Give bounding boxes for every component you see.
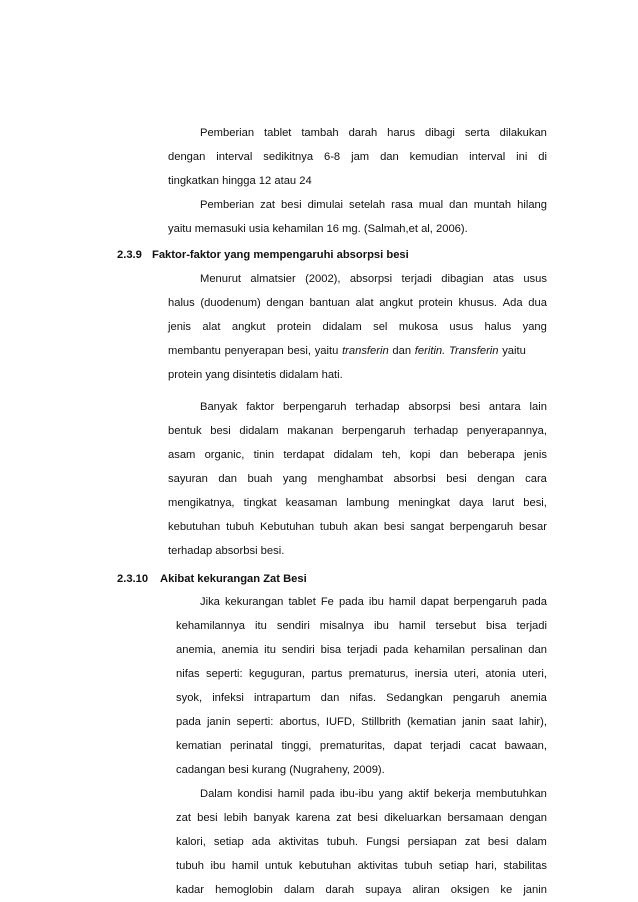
word: besi: [459, 401, 481, 413]
word: pada: [522, 596, 547, 608]
word: di: [538, 151, 547, 163]
word: pengaruh: [452, 692, 501, 704]
word: janin: [523, 884, 547, 896]
word: interval: [469, 151, 506, 163]
paragraph-line: protein yang disintetis didalam hati.: [168, 369, 343, 381]
paragraph-line: [200, 787, 547, 801]
word: hari,: [475, 860, 497, 872]
word: pada: [383, 644, 409, 656]
word: mukosa: [398, 321, 438, 333]
word: banyak: [253, 812, 290, 824]
word: besi: [197, 812, 218, 824]
word: lambung: [346, 497, 390, 509]
word: berpengaruh: [341, 425, 406, 437]
word: zat: [260, 199, 276, 211]
word: Pemberian: [200, 199, 255, 211]
word: hemoglobin: [215, 884, 273, 896]
word: usus: [449, 321, 474, 333]
word: tubuh.: [326, 836, 359, 848]
word: janin: [462, 716, 486, 728]
word: dengan: [509, 812, 547, 824]
word: mengikatnya,: [168, 497, 235, 509]
word: jenis: [168, 321, 192, 333]
word: sendiri: [281, 644, 315, 656]
section-title: Faktor-faktor yang mempengaruhi absorpsi besi: [152, 249, 409, 261]
paragraph-line: [200, 400, 547, 414]
word: aktivitas: [278, 836, 319, 848]
word: saat: [491, 716, 513, 728]
word: tersebut: [435, 620, 477, 632]
word: bantuan: [309, 297, 350, 309]
word: kebutuhan: [168, 521, 221, 533]
word: supaya: [365, 884, 402, 896]
word: sel: [373, 321, 388, 333]
word: untuk: [265, 860, 293, 872]
word: ke: [500, 884, 513, 896]
word: nifas: [176, 668, 200, 680]
word: harus: [387, 127, 416, 139]
word: dua: [528, 297, 547, 309]
word: kondisi: [237, 788, 273, 800]
word: hamil: [398, 620, 426, 632]
word: prematurus,: [348, 668, 409, 680]
paragraph-line: [168, 472, 547, 486]
word: ada: [251, 836, 271, 848]
word: lebih: [223, 812, 248, 824]
word: hamil: [277, 788, 305, 800]
word: asam: [168, 449, 196, 461]
word: keguguran,: [248, 668, 305, 680]
word: setiap: [438, 860, 469, 872]
word: Sedangkan: [386, 692, 443, 704]
word: beberapa: [467, 449, 515, 461]
word: tingkat: [243, 497, 277, 509]
word: sendiri: [276, 620, 310, 632]
word: terdapat: [283, 449, 325, 461]
word: tablet: [264, 127, 292, 139]
word: buah: [247, 473, 273, 485]
word: anemia,: [176, 644, 216, 656]
word: hilang: [517, 199, 547, 211]
word: pada: [338, 596, 364, 608]
word: almatsier: [250, 273, 296, 285]
word: tambah: [301, 127, 339, 139]
word: kehamilannya: [176, 620, 246, 632]
word: bentuk: [168, 425, 202, 437]
word: persiapan: [407, 836, 457, 848]
word: aktif: [408, 788, 429, 800]
word: besi: [487, 836, 509, 848]
word: ibu: [368, 596, 384, 608]
word: misalnya: [319, 620, 364, 632]
word: itu: [255, 620, 267, 632]
paragraph-line: [168, 424, 547, 438]
word: perinatal: [229, 740, 273, 752]
word: dibagian: [441, 273, 484, 285]
word: stabilitas: [503, 860, 547, 872]
word: anemia: [510, 692, 547, 704]
paragraph-line: [168, 448, 547, 462]
word: abortus,: [279, 716, 320, 728]
word: dan: [218, 473, 237, 485]
word: karena: [295, 812, 331, 824]
word: dalam: [516, 836, 547, 848]
word: zat: [336, 812, 352, 824]
word: anemia: [221, 644, 259, 656]
section-number: 2.3.10: [117, 573, 149, 585]
word: membutuhkan: [476, 788, 547, 800]
word: terhadap: [413, 425, 459, 437]
word: lain: [529, 401, 547, 413]
italic-term: feritin. Transferin: [414, 345, 499, 357]
word: dan: [320, 692, 340, 704]
word: sayuran: [168, 473, 208, 485]
word: hamil: [388, 596, 416, 608]
word: syok,: [176, 692, 203, 704]
paragraph-line: [176, 691, 547, 705]
word: dalam: [283, 884, 315, 896]
italic-term: transferin: [342, 345, 389, 357]
paragraph-line: [176, 883, 547, 897]
word: dilakukan: [499, 127, 547, 139]
word: dan: [388, 345, 415, 357]
word: bawaan,: [504, 740, 547, 752]
word: tubuh: [319, 521, 348, 533]
word: Menurut: [200, 273, 242, 285]
word: yaitu: [498, 345, 526, 357]
paragraph-line: terhadap absorbsi besi.: [168, 545, 285, 557]
word: besi: [281, 199, 302, 211]
word: besi: [210, 425, 231, 437]
section-title: Akibat kekurangan Zat Besi: [160, 573, 307, 585]
word: angkut: [231, 321, 266, 333]
word: aliran: [412, 884, 440, 896]
word: Kebutuhan: [259, 521, 315, 533]
word: tinin: [253, 449, 275, 461]
word: tubuh: [404, 860, 433, 872]
word: yang: [522, 321, 547, 333]
word: Pemberian: [200, 127, 255, 139]
word: IUFD,: [325, 716, 356, 728]
word: ibu: [373, 620, 389, 632]
word: dapat: [393, 740, 422, 752]
word: ibu-ibu: [339, 788, 374, 800]
paragraph-line: [176, 643, 547, 657]
word: absorpsi: [349, 273, 393, 285]
word: dengan: [266, 297, 304, 309]
word: dengan: [168, 151, 206, 163]
word: serta: [464, 127, 490, 139]
word: kebutuhan: [298, 860, 352, 872]
word: zat: [176, 812, 191, 824]
word: terhadap: [355, 401, 400, 413]
paragraph-line: [200, 272, 547, 286]
word: infeksi: [212, 692, 244, 704]
word: atonia: [485, 668, 516, 680]
paragraph-line: [168, 150, 547, 164]
word: Ada: [502, 297, 523, 309]
paragraph-line: [200, 126, 547, 140]
word: muntah: [473, 199, 512, 211]
word: lahir),: [519, 716, 547, 728]
word: akan: [353, 521, 379, 533]
word: terjadi: [346, 644, 378, 656]
section-number: 2.3.9: [117, 249, 142, 261]
word: makanan: [287, 425, 334, 437]
word: protein: [418, 297, 453, 309]
word: kalori,: [176, 836, 206, 848]
word: seperti:: [205, 668, 243, 680]
word: zat: [464, 836, 480, 848]
paragraph-line: [168, 520, 547, 534]
word: faktor: [246, 401, 275, 413]
word: seperti:: [236, 716, 274, 728]
word: Dalam: [200, 788, 233, 800]
paragraph-line: [168, 320, 547, 334]
word: 6-8: [323, 151, 341, 163]
word: setelah: [349, 199, 386, 211]
word: besi: [446, 473, 467, 485]
word: angkut: [379, 297, 413, 309]
word: dan: [380, 151, 399, 163]
word: darah: [325, 884, 355, 896]
word: alat: [202, 321, 221, 333]
word: uteri,: [454, 668, 479, 680]
word: dengan: [477, 473, 515, 485]
section-heading: [117, 572, 307, 586]
word: dimulai: [307, 199, 344, 211]
word: larut: [492, 497, 515, 509]
word: antara: [488, 401, 521, 413]
word: teh,: [381, 449, 401, 461]
word: dan: [439, 449, 459, 461]
word: membantu penyerapan besi, yaitu: [168, 345, 343, 357]
word: tubuh: [176, 860, 204, 872]
word: uteri,: [522, 668, 547, 680]
word: sangat: [410, 521, 444, 533]
word: setiap: [213, 836, 244, 848]
word: didalam: [333, 449, 373, 461]
paragraph-line: [176, 715, 547, 729]
word: kopi: [409, 449, 431, 461]
paragraph-line: [200, 595, 547, 609]
word: Jika: [200, 596, 220, 608]
word: ibu: [210, 860, 226, 872]
word: (duodenum): [200, 297, 261, 309]
paragraph-line: [168, 496, 547, 510]
word: besi: [383, 521, 405, 533]
paragraph-line: [176, 667, 547, 681]
word: terjadi: [401, 273, 432, 285]
word: daya: [459, 497, 484, 509]
paragraph-line: [176, 811, 547, 825]
word: tinggi,: [281, 740, 312, 752]
word: absorpsi: [408, 401, 451, 413]
word: intrapartum: [253, 692, 311, 704]
word: halus: [168, 297, 195, 309]
word: cara: [525, 473, 547, 485]
word: bekerja: [434, 788, 471, 800]
word: cacat: [469, 740, 497, 752]
word: berpengaruh: [283, 401, 347, 413]
word: berpengaruh: [449, 521, 514, 533]
word: terjadi: [430, 740, 461, 752]
word: prematuritas,: [319, 740, 386, 752]
word: dapat: [420, 596, 449, 608]
word: absorbsi: [393, 473, 436, 485]
word: keasaman: [285, 497, 338, 509]
word: khusus.: [458, 297, 497, 309]
paragraph-line: [176, 739, 547, 753]
word: kemudian: [409, 151, 459, 163]
word: didalam: [239, 425, 279, 437]
word: Fe: [320, 596, 334, 608]
paragraph-line: yaitu memasuki usia kehamilan 16 mg. (Salmah,et al, 2006).: [168, 223, 468, 235]
word: alat: [355, 297, 374, 309]
word: meningkat: [398, 497, 450, 509]
word: yang: [282, 473, 308, 485]
word: penyerapannya,: [466, 425, 547, 437]
word: (kematian: [406, 716, 457, 728]
word: pada: [309, 788, 335, 800]
word: pada: [176, 716, 201, 728]
word: dan: [449, 199, 468, 211]
word: (2002),: [305, 273, 341, 285]
word: yang: [378, 788, 403, 800]
paragraph-line: cadangan besi kurang (Nugraheny, 2009).: [176, 764, 385, 776]
word: organic,: [204, 449, 245, 461]
word: sedikitnya: [263, 151, 314, 163]
word: jam: [351, 151, 370, 163]
paragraph-line: [168, 296, 547, 310]
word: oksigen: [450, 884, 490, 896]
word: terjadi: [516, 620, 547, 632]
word: kehamilan: [414, 644, 466, 656]
word: berpengaruh: [453, 596, 518, 608]
word: Stillbrith: [361, 716, 401, 728]
word: ini: [516, 151, 528, 163]
word: menghambat: [317, 473, 383, 485]
word: interval: [216, 151, 253, 163]
word: besi,: [523, 497, 547, 509]
word: atas: [492, 273, 515, 285]
word: protein: [276, 321, 312, 333]
paragraph-line: [168, 344, 547, 358]
paragraph-line: [200, 198, 547, 212]
word: dan: [528, 644, 547, 656]
word: bisa: [486, 620, 507, 632]
word: Fungsi: [366, 836, 400, 848]
word: janin: [206, 716, 231, 728]
word: mual: [418, 199, 444, 211]
paragraph-line: tingkatkan hingga 12 atau 24: [168, 175, 312, 187]
word: besi: [357, 812, 378, 824]
word: dikeluarkan: [384, 812, 442, 824]
word: Banyak: [200, 401, 238, 413]
word: kematian: [176, 740, 222, 752]
word: nifas.: [349, 692, 377, 704]
paragraph-line: [176, 859, 547, 873]
word: hamil: [231, 860, 259, 872]
word: bersamaan: [447, 812, 504, 824]
word: tablet: [288, 596, 316, 608]
word: rasa: [391, 199, 413, 211]
word: besar: [518, 521, 547, 533]
word: jenis: [523, 449, 547, 461]
word: tubuh: [226, 521, 255, 533]
word: partus: [311, 668, 343, 680]
word: usus: [523, 273, 547, 285]
word: didalam: [322, 321, 362, 333]
word: bisa: [320, 644, 342, 656]
word: darah: [348, 127, 378, 139]
section-heading: [117, 248, 409, 262]
word: kekurangan: [224, 596, 284, 608]
word: halus: [484, 321, 512, 333]
word: persalinan: [470, 644, 523, 656]
paragraph-line: [176, 619, 547, 633]
paragraph-line: [176, 835, 547, 849]
word: inersia: [414, 668, 448, 680]
word: dibagi: [425, 127, 455, 139]
word: kadar: [176, 884, 204, 896]
word: itu: [264, 644, 276, 656]
word: aktivitas: [357, 860, 398, 872]
